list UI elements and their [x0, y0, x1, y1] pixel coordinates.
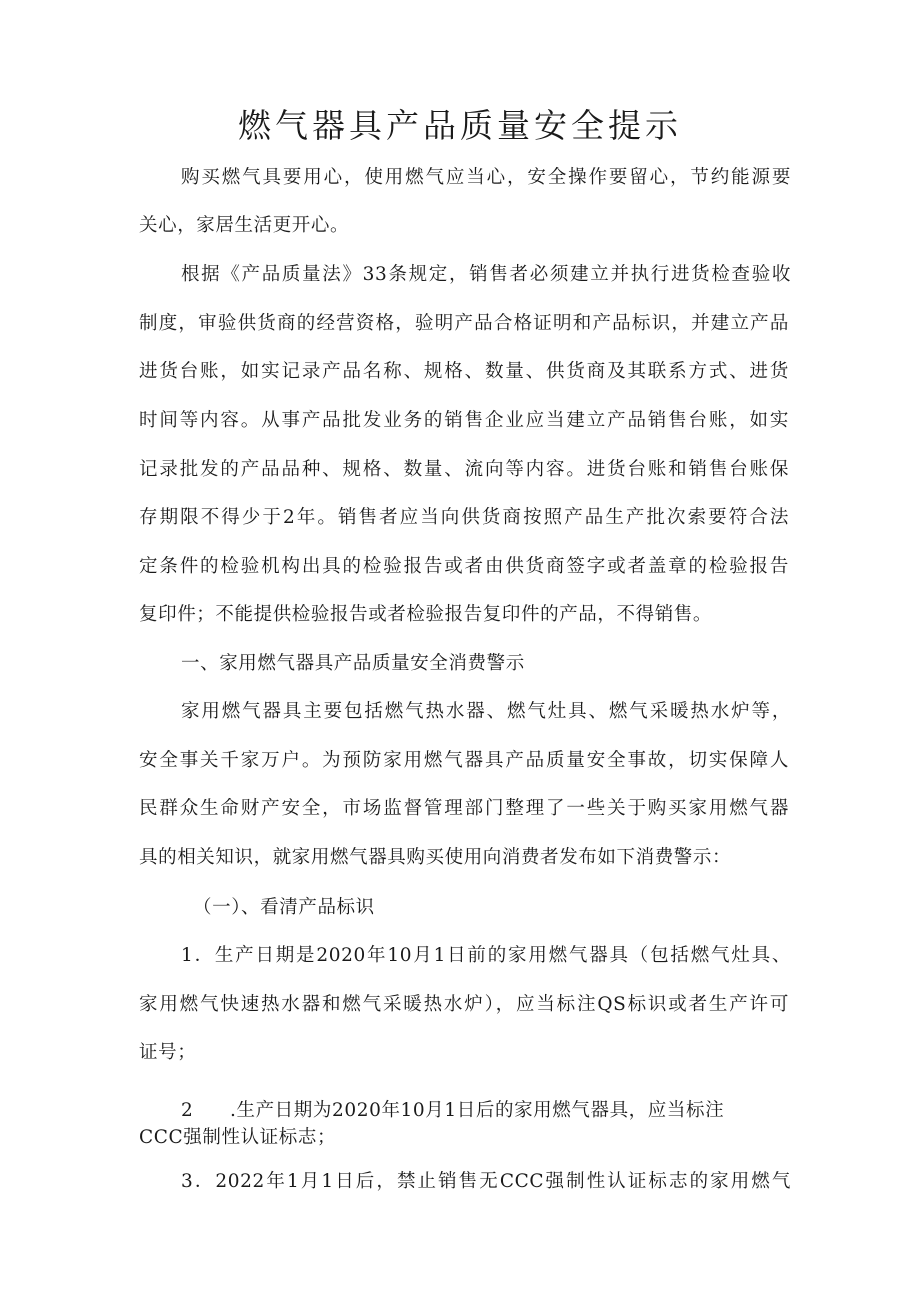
item-3-line-1: 3．2022年1月1日后，禁止销售无CCC强制性认证标志的家用燃气 [181, 1171, 791, 1192]
item-1-line-2: 家用燃气快速热水器和燃气采暖热水炉），应当标注QS标识或者生产许可 [139, 994, 789, 1015]
paragraph-2-line-2: 制度，审验供货商的经营资格，验明产品合格证明和产品标识，并建立产品 [139, 313, 789, 334]
paragraph-3-line-1: 家用燃气器具主要包括燃气热水器、燃气灶具、燃气采暖热水炉等， [181, 701, 791, 722]
paragraph-2-line-7: 定条件的检验机构出具的检验报告或者由供货商签字或者盖章的检验报告 [139, 556, 789, 577]
item-2-line-1: .生产日期为2020年10月1日后的家用燃气器具，应当标注 [230, 1100, 725, 1121]
item-2-number: 2 [181, 1100, 193, 1121]
paragraph-2-line-8: 复印件；不能提供检验报告或者检验报告复印件的产品，不得销售。 [139, 604, 713, 625]
item-1-line-1: 1．生产日期是2020年10月1日前的家用燃气器具（包括燃气灶具、 [181, 945, 791, 966]
paragraph-2-line-3: 进货台账，如实记录产品名称、规格、数量、供货商及其联系方式、进货 [139, 361, 789, 382]
paragraph-3-line-3: 民群众生命财产安全，市场监督管理部门整理了一些关于购买家用燃气器 [139, 798, 789, 819]
item-1-line-3: 证号； [139, 1042, 197, 1063]
paragraph-1-line-2: 关心，家居生活更开心。 [139, 215, 350, 236]
item-2-line-2: CCC强制性认证标志； [139, 1127, 337, 1148]
paragraph-2-line-4: 时间等内容。从事产品批发业务的销售企业应当建立产品销售台账，如实 [139, 410, 789, 431]
paragraph-2-line-1: 根据《产品质量法》33条规定，销售者必须建立并执行进货检查验收 [181, 264, 791, 285]
paragraph-3-line-2: 安全事关千家万户。为预防家用燃气器具产品质量安全事故，切实保障人 [139, 750, 789, 771]
paragraph-1-line-1: 购买燃气具要用心，使用燃气应当心，安全操作要留心，节约能源要 [181, 167, 791, 188]
paragraph-2-line-5: 记录批发的产品品种、规格、数量、流向等内容。进货台账和销售台账保 [139, 459, 789, 480]
subsection-heading-1: （一）、看清产品标识 [193, 897, 375, 918]
document-title: 燃气器具产品质量安全提示 [238, 106, 682, 145]
paragraph-2-line-6: 存期限不得少于2年。销售者应当向供货商按照产品生产批次索要符合法 [139, 507, 789, 528]
section-heading-1: 一、家用燃气器具产品质量安全消费警示 [181, 653, 525, 674]
paragraph-3-line-4: 具的相关知识，就家用燃气器具购买使用向消费者发布如下消费警示： [139, 847, 732, 868]
